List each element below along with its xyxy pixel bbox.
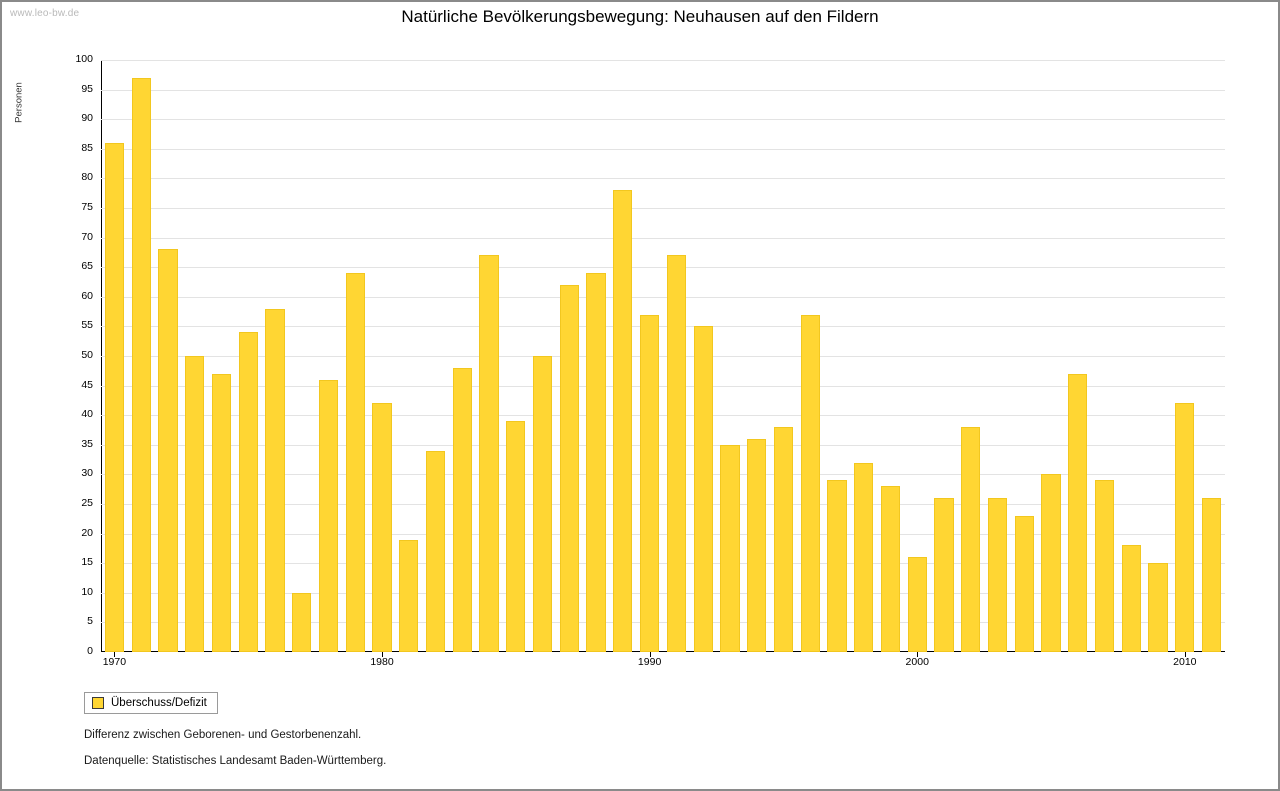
- bar: [239, 332, 258, 652]
- bar: [640, 315, 659, 652]
- bar: [854, 463, 873, 652]
- bar: [908, 557, 927, 652]
- bar: [158, 249, 177, 652]
- legend-label: Überschuss/Defizit: [111, 697, 207, 709]
- gridline: [101, 297, 1225, 298]
- bar: [1095, 480, 1114, 652]
- y-tick-label: 100: [75, 53, 93, 65]
- bar: [801, 315, 820, 652]
- x-tick-label: 2010: [1173, 656, 1197, 668]
- gridline: [101, 267, 1225, 268]
- gridline: [101, 178, 1225, 179]
- y-tick-label: 40: [81, 408, 93, 421]
- x-tick-label: 2000: [905, 656, 929, 668]
- y-tick-label: 95: [81, 82, 93, 95]
- bar: [372, 403, 391, 652]
- bar: [694, 326, 713, 652]
- bar: [479, 255, 498, 652]
- bar: [667, 255, 686, 652]
- y-tick-label: 75: [81, 201, 93, 213]
- gridline: [101, 60, 1225, 61]
- bar: [1041, 474, 1060, 652]
- bar: [1122, 545, 1141, 652]
- watermark: www.leo-bw.de: [10, 8, 80, 19]
- gridline: [101, 238, 1225, 239]
- note-source: Datenquelle: Statistisches Landesamt Baden-Württemberg.: [84, 755, 387, 767]
- bar: [105, 143, 124, 652]
- x-tick-label: 1990: [637, 656, 662, 668]
- gridline: [101, 149, 1225, 150]
- bar: [934, 498, 953, 652]
- y-tick-label: 15: [81, 556, 93, 569]
- y-tick-label: 85: [81, 141, 93, 154]
- bar: [1068, 374, 1087, 652]
- bar: [747, 439, 766, 652]
- y-tick-label: 20: [81, 526, 93, 539]
- gridline: [101, 119, 1225, 120]
- y-tick-label: 30: [81, 467, 93, 480]
- y-tick-label: 45: [81, 378, 93, 391]
- y-tick-label: 55: [81, 319, 93, 332]
- bar: [426, 451, 445, 652]
- x-tick-label: 1980: [370, 656, 394, 668]
- plot-area: [101, 60, 1225, 652]
- y-tick-label: 70: [81, 230, 93, 243]
- note-definition: Differenz zwischen Geborenen- und Gestorbenenzahl.: [84, 729, 362, 741]
- y-tick-label: 80: [81, 171, 93, 184]
- bar: [774, 427, 793, 652]
- bar: [881, 486, 900, 652]
- y-tick-label: 90: [81, 112, 93, 125]
- bar: [265, 309, 284, 652]
- bar: [586, 273, 605, 652]
- y-axis-label: Personen: [13, 82, 25, 123]
- x-tick-label: 1970: [102, 656, 127, 668]
- bar: [319, 380, 338, 652]
- gridline: [101, 208, 1225, 209]
- y-tick-label: 50: [81, 349, 93, 361]
- y-tick-label: 65: [81, 260, 93, 273]
- bar: [988, 498, 1007, 652]
- bar: [185, 356, 204, 652]
- y-tick-label: 0: [87, 645, 93, 657]
- bar: [453, 368, 472, 652]
- bar: [1175, 403, 1194, 652]
- y-tick-label: 10: [81, 585, 93, 598]
- bar: [346, 273, 365, 652]
- legend-swatch-ueberschuss-defizit: [92, 697, 104, 709]
- bar: [1202, 498, 1221, 652]
- bar: [1148, 563, 1167, 652]
- gridline: [101, 90, 1225, 91]
- y-tick-label: 25: [81, 497, 93, 509]
- bar: [212, 374, 231, 652]
- bar: [292, 593, 311, 652]
- legend: [84, 692, 218, 714]
- bar: [961, 427, 980, 652]
- bar: [506, 421, 525, 652]
- bar: [560, 285, 579, 652]
- bar: [132, 78, 151, 652]
- bar: [613, 190, 632, 652]
- bar: [720, 445, 739, 652]
- bar: [399, 540, 418, 652]
- y-tick-label: 60: [81, 289, 93, 302]
- bar: [1015, 516, 1034, 652]
- y-tick-label: 5: [87, 615, 93, 628]
- bar: [533, 356, 552, 652]
- y-tick-label: 35: [81, 437, 93, 450]
- bar: [827, 480, 846, 652]
- chart-title: Natürliche Bevölkerungsbewegung: Neuhausen auf den Fildern: [401, 7, 879, 26]
